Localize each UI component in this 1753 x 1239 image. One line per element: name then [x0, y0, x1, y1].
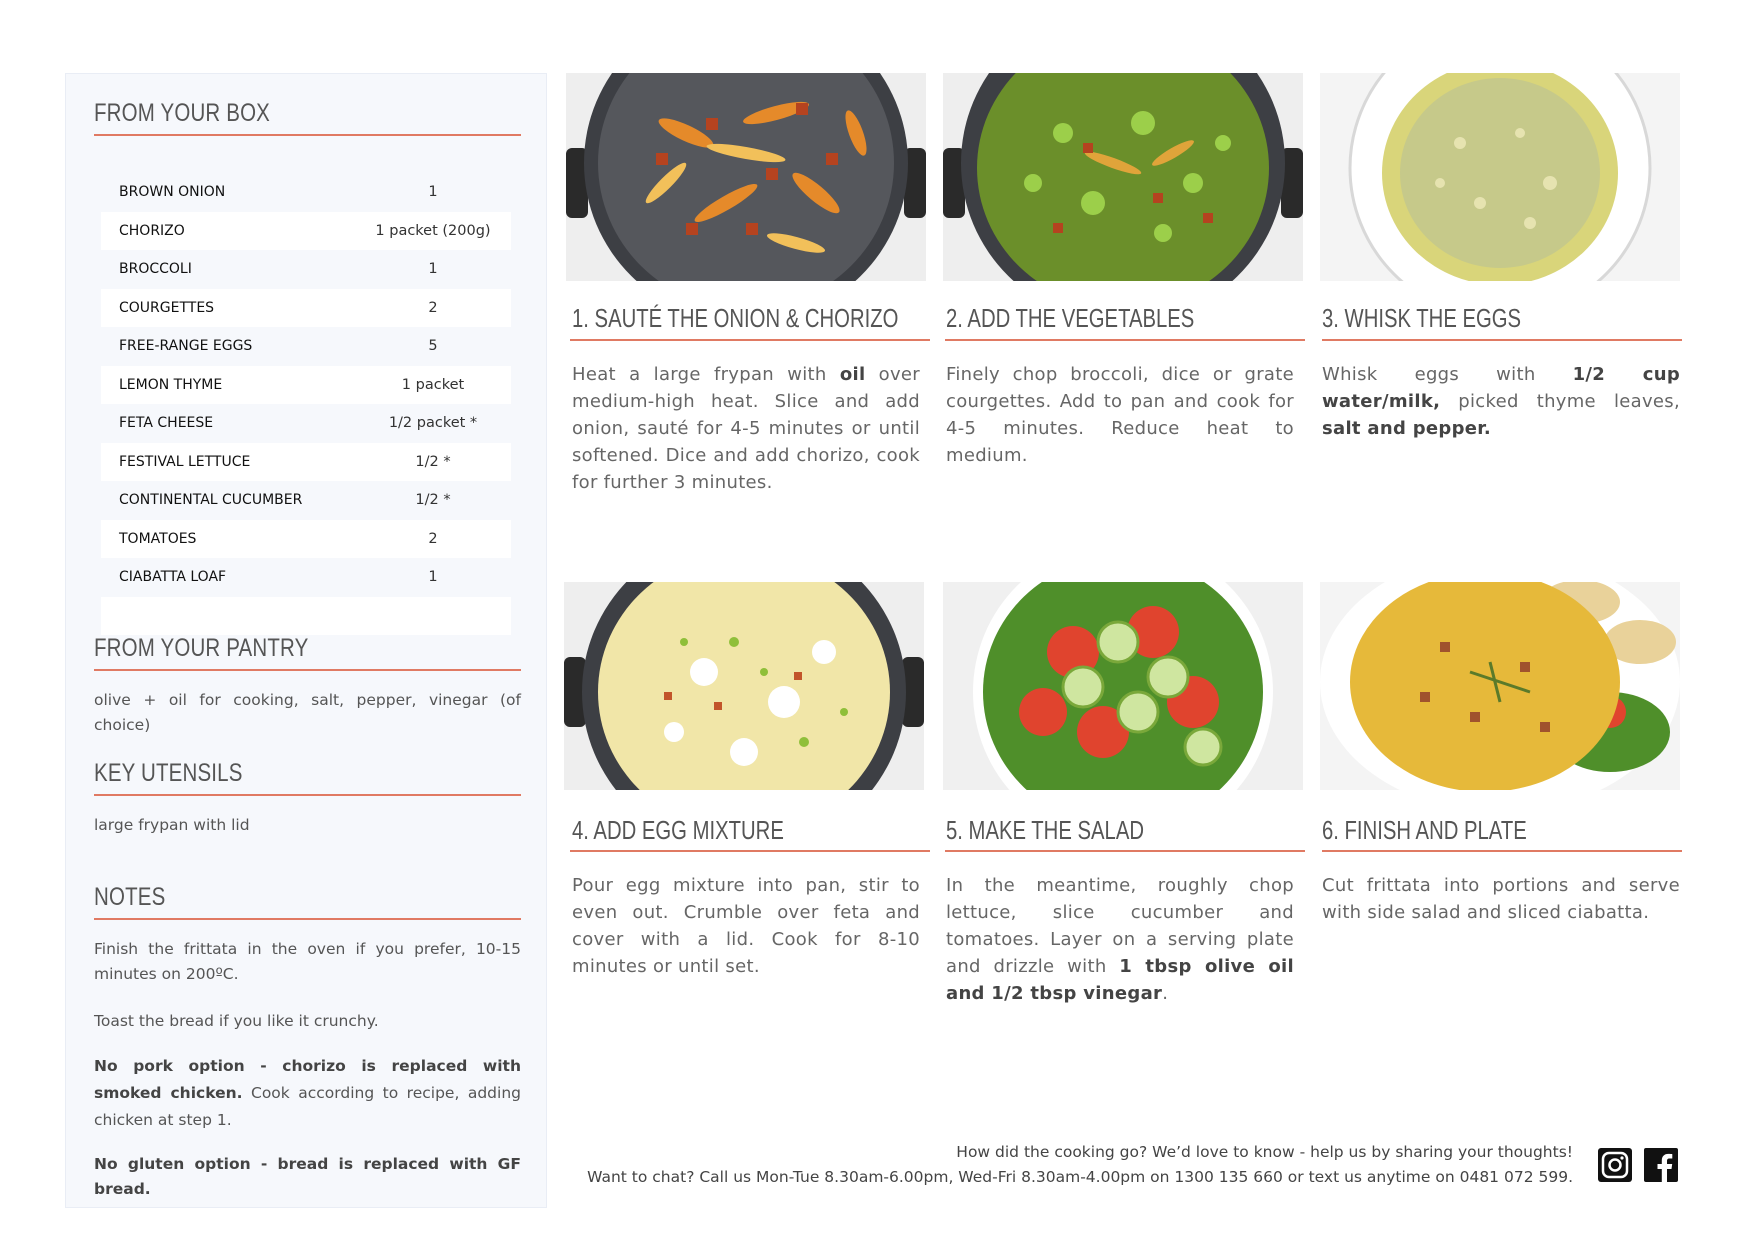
ingredient-name: CIABATTA LOAF [119, 569, 227, 586]
ingredient-qty: 1 [428, 261, 438, 278]
ingredient-qty: 1/2 packet * [388, 415, 478, 432]
step-5-title: 5. MAKE THE SALAD [946, 815, 1144, 845]
ingredient-qty: 1 packet (200g) [375, 222, 491, 239]
feedback-text: How did the cooking go? We’d love to know - help us by sharing your thoughts! [956, 1143, 1573, 1161]
step-4-text [572, 872, 920, 980]
step-2-title: 2. ADD THE VEGETABLES [946, 303, 1195, 333]
note-no-pork-rest: Cook according to recipe, adding chicken at step 1. [94, 1084, 521, 1129]
step-text-part: picked thyme leaves, [1440, 391, 1680, 412]
ingredient-row [101, 558, 511, 597]
ingredient-qty: 1 [428, 569, 438, 586]
ingredient-qty: 1 [428, 184, 438, 201]
step-5-text [946, 872, 1294, 1007]
from-your-box-heading: FROM YOUR BOX [94, 99, 271, 127]
heading-divider [94, 794, 521, 796]
frypan-vegetables-photo [943, 73, 1303, 281]
frittata-plate-photo [1320, 582, 1680, 790]
step-text-part: Heat a large frypan with [572, 364, 840, 385]
ingredient-name: BROCCOLI [119, 261, 192, 278]
ingredient-name: FESTIVAL LETTUCE [119, 453, 251, 470]
step-divider [570, 850, 930, 852]
ingredient-name: TOMATOES [119, 530, 197, 547]
note-oven: Finish the frittata in the oven if you prefer, 10-15 minutes on 200ºC. [94, 940, 521, 983]
step-divider [945, 339, 1305, 341]
ingredient-qty: 5 [428, 338, 438, 355]
contact-text: Want to chat? Call us Mon-Tue 8.30am-6.00pm, Wed-Fri 8.30am-4.00pm on 1300 135 660 or text us anytime on 0481 072 599. [587, 1168, 1573, 1186]
ingredient-name: CONTINENTAL CUCUMBER [119, 492, 303, 509]
ingredient-row [101, 289, 511, 328]
ingredient-qty: 1 packet [401, 376, 465, 393]
step-text-bold: 1 tbsp olive oil and 1/2 tbsp vinegar [946, 956, 1294, 1004]
step-6-title: 6. FINISH AND PLATE [1322, 815, 1527, 845]
salad-plate-photo [943, 582, 1303, 790]
ingredients-table [101, 173, 511, 635]
step-6-text [1322, 872, 1680, 926]
utensils-text: large frypan with lid [94, 816, 250, 834]
step-divider [570, 339, 930, 341]
ingredient-qty: 2 [428, 299, 438, 316]
facebook-icon[interactable] [1643, 1147, 1679, 1183]
ingredient-name: COURGETTES [119, 299, 215, 316]
step-3-text [1322, 361, 1680, 442]
note-toast: Toast the bread if you like it crunchy. [94, 1012, 379, 1030]
notes-heading: NOTES [94, 883, 166, 911]
ingredient-qty: 1/2 * [415, 492, 451, 509]
ingredient-qty: 1/2 * [415, 453, 451, 470]
step-4-title: 4. ADD EGG MIXTURE [572, 815, 784, 845]
step-1-title: 1. SAUTÉ THE ONION & CHORIZO [572, 303, 899, 333]
ingredient-row [101, 443, 511, 482]
note-no-gluten [94, 1152, 521, 1202]
ingredients-panel [65, 73, 547, 1208]
heading-divider [94, 669, 521, 671]
note-no-gluten-bold: No gluten option - bread is replaced with GF bread. [94, 1155, 521, 1198]
step-text-bold: 1/2 cup water/milk, [1322, 364, 1681, 412]
instagram-icon[interactable] [1597, 1147, 1633, 1183]
ingredient-name: CHORIZO [119, 222, 185, 239]
ingredient-row [101, 404, 511, 443]
ingredient-row [101, 212, 511, 251]
ingredient-row-empty [101, 597, 511, 636]
ingredient-name: LEMON THYME [119, 376, 223, 393]
step-text-part: Whisk eggs with [1322, 364, 1573, 385]
step-divider [1322, 850, 1682, 852]
ingredient-row [101, 327, 511, 366]
step-text-part: Pour egg mixture into pan, stir to even out. Crumble over feta and cover with a lid. Cook for 8-10 minutes or until set. [572, 875, 920, 977]
ingredient-name: BROWN ONION [119, 184, 226, 201]
frypan-onion-chorizo-photo [566, 73, 926, 281]
step-1-text [572, 361, 920, 496]
ingredient-qty: 2 [428, 530, 438, 547]
ingredient-row [101, 481, 511, 520]
heading-divider [94, 134, 521, 136]
key-utensils-heading: KEY UTENSILS [94, 759, 243, 787]
ingredient-name: FETA CHEESE [119, 415, 214, 432]
step-divider [945, 850, 1305, 852]
pantry-text: olive + oil for cooking, salt, pepper, vinegar (of choice) [94, 691, 521, 734]
heading-divider [94, 918, 521, 920]
step-text-part: over medium-high heat. Slice and add onion, sauté for 4-5 minutes or until softened. Dice and add chorizo, cook for further 3 minutes. [572, 364, 920, 493]
ingredient-row [101, 366, 511, 405]
frypan-frittata-photo [564, 582, 924, 790]
from-your-pantry-heading: FROM YOUR PANTRY [94, 634, 309, 662]
note-no-pork [94, 1053, 521, 1134]
step-text-part: Finely chop broccoli, dice or grate courgettes. Add to pan and cook for 4-5 minutes. Reduce heat to medium. [946, 364, 1294, 466]
step-divider [1322, 339, 1682, 341]
ingredient-name: FREE-RANGE EGGS [119, 338, 253, 355]
note-no-pork-bold: No pork option - chorizo is replaced with smoked chicken. [94, 1057, 521, 1102]
step-text-bold: salt and pepper. [1322, 418, 1492, 439]
step-text-part: . [1162, 983, 1169, 1004]
ingredient-row [101, 520, 511, 559]
step-text-bold: oil [839, 364, 866, 385]
step-text-part: Cut frittata into portions and serve with side salad and sliced ciabatta. [1322, 875, 1680, 923]
bowl-whisked-eggs-photo [1320, 73, 1680, 281]
step-text-part: In the meantime, roughly chop lettuce, slice cucumber and tomatoes. Layer on a serving plate and drizzle with [946, 875, 1294, 977]
ingredient-row [101, 250, 511, 289]
ingredient-row [101, 173, 511, 212]
step-3-title: 3. WHISK THE EGGS [1322, 303, 1522, 333]
step-2-text [946, 361, 1294, 469]
